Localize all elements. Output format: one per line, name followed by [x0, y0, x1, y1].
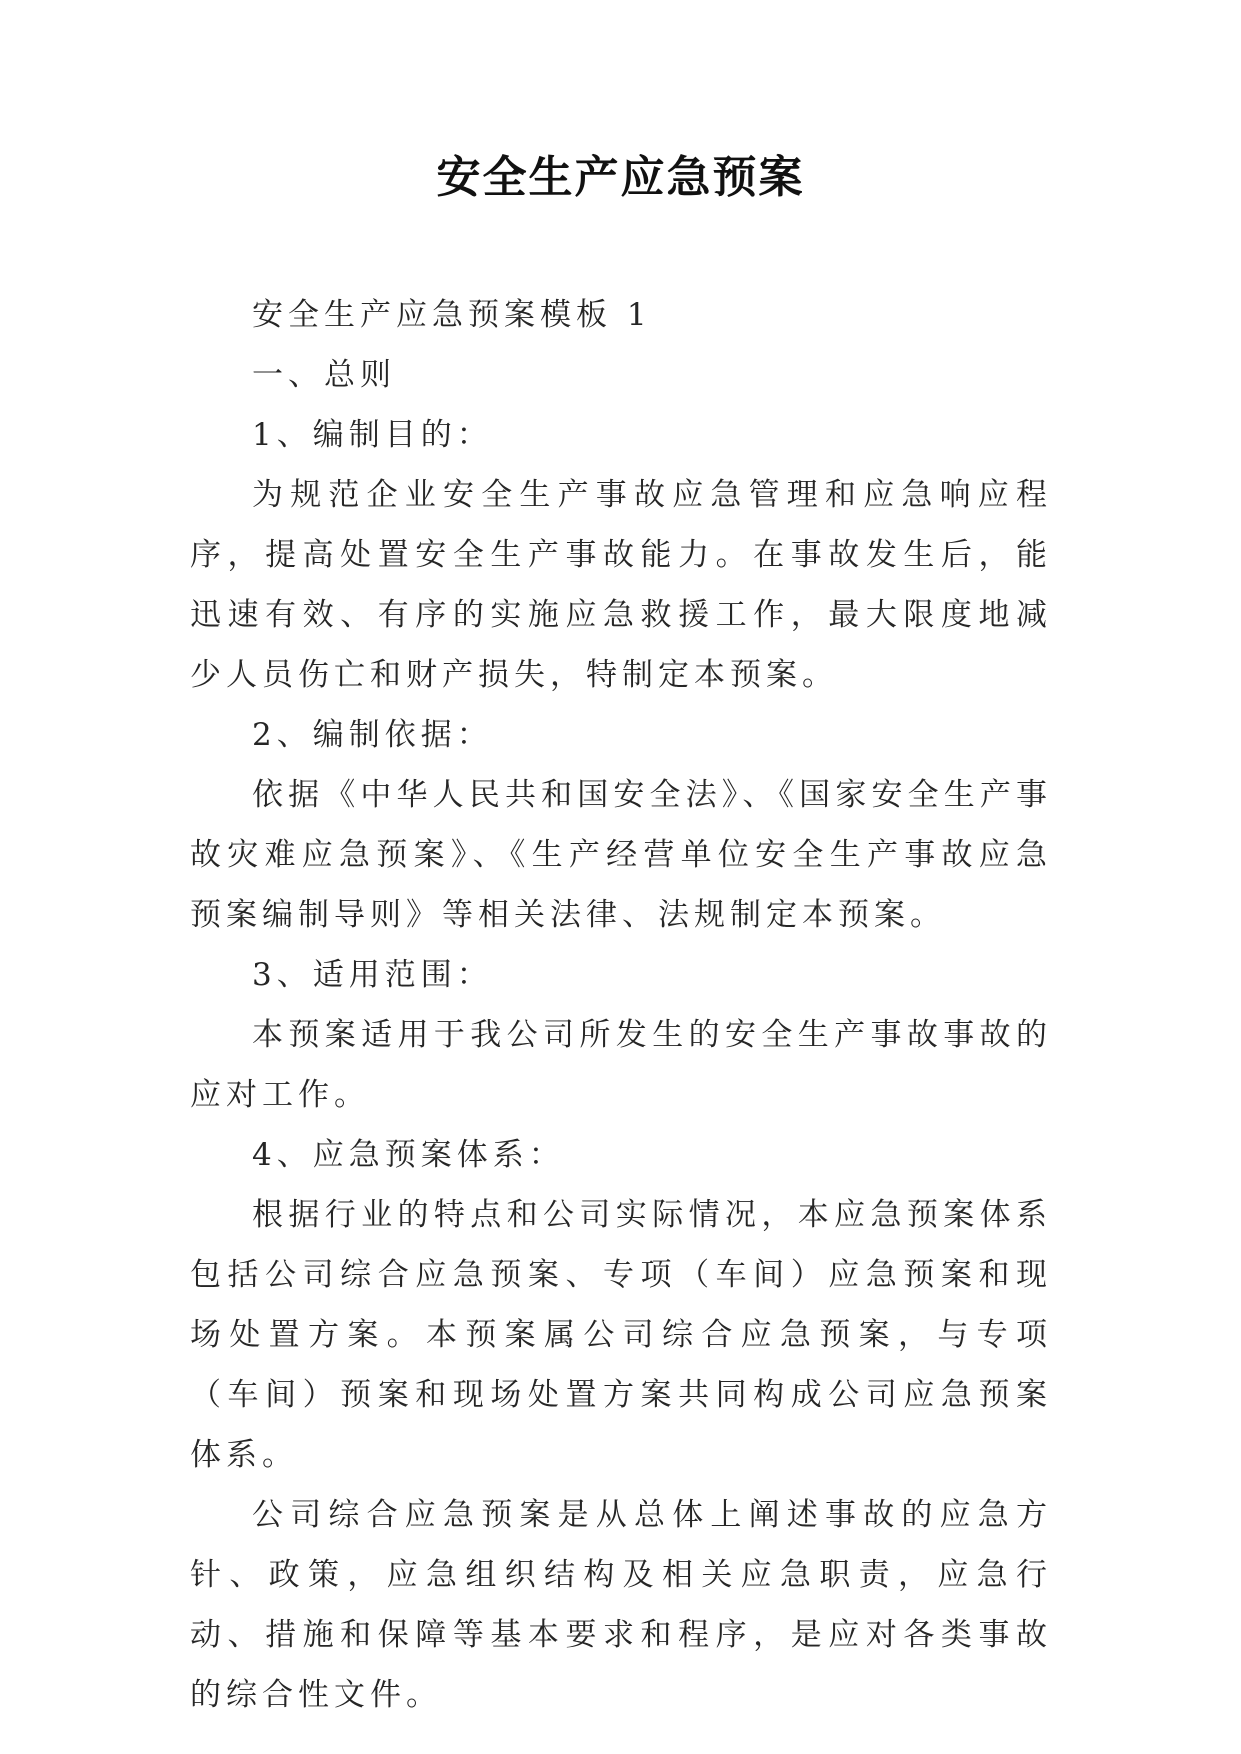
paragraph-scope-text: 本预案适用于我公司所发生的安全生产事故事故的应对工作。 [190, 1017, 1052, 1113]
paragraph-basis-text: 依据《中华人民共和国安全法》、《国家安全生产事故灾难应急预案》、《生产经营单位安全生产事故应急预案编制导则》等相关法律、法规制定本预案。 [190, 777, 1052, 933]
paragraph-section-general: 一、总则 [252, 357, 396, 393]
paragraph-scope-heading: 3、适用范围： [252, 957, 493, 993]
paragraph-template-heading: 安全生产应急预案模板 1 [252, 297, 652, 333]
paragraph-purpose-heading: 1、编制目的： [252, 417, 493, 453]
paragraph-system-text: 根据行业的特点和公司实际情况，本应急预案体系包括公司综合应急预案、专项（车间）应急预案和现场处置方案。本预案属公司综合应急预案，与专项（车间）预案和现场处置方案共同构成公司应急预案体系。 [190, 1197, 1052, 1473]
paragraph-basis-heading: 2、编制依据： [252, 717, 493, 753]
paragraph-system-heading: 4、应急预案体系： [252, 1137, 565, 1173]
paragraph-comprehensive-text: 公司综合应急预案是从总体上阐述事故的应急方针、政策，应急组织结构及相关应急职责，应急行动、措施和保障等基本要求和程序，是应对各类事故的综合性文件。 [190, 1497, 1052, 1713]
document-title: 安全生产应急预案 [436, 152, 805, 203]
paragraph-purpose-text: 为规范企业安全生产事故应急管理和应急响应程序，提高处置安全生产事故能力。在事故发生后，能迅速有效、有序的实施应急救援工作，最大限度地减少人员伤亡和财产损失，特制定本预案。 [190, 477, 1052, 693]
document-body [190, 285, 1052, 1725]
